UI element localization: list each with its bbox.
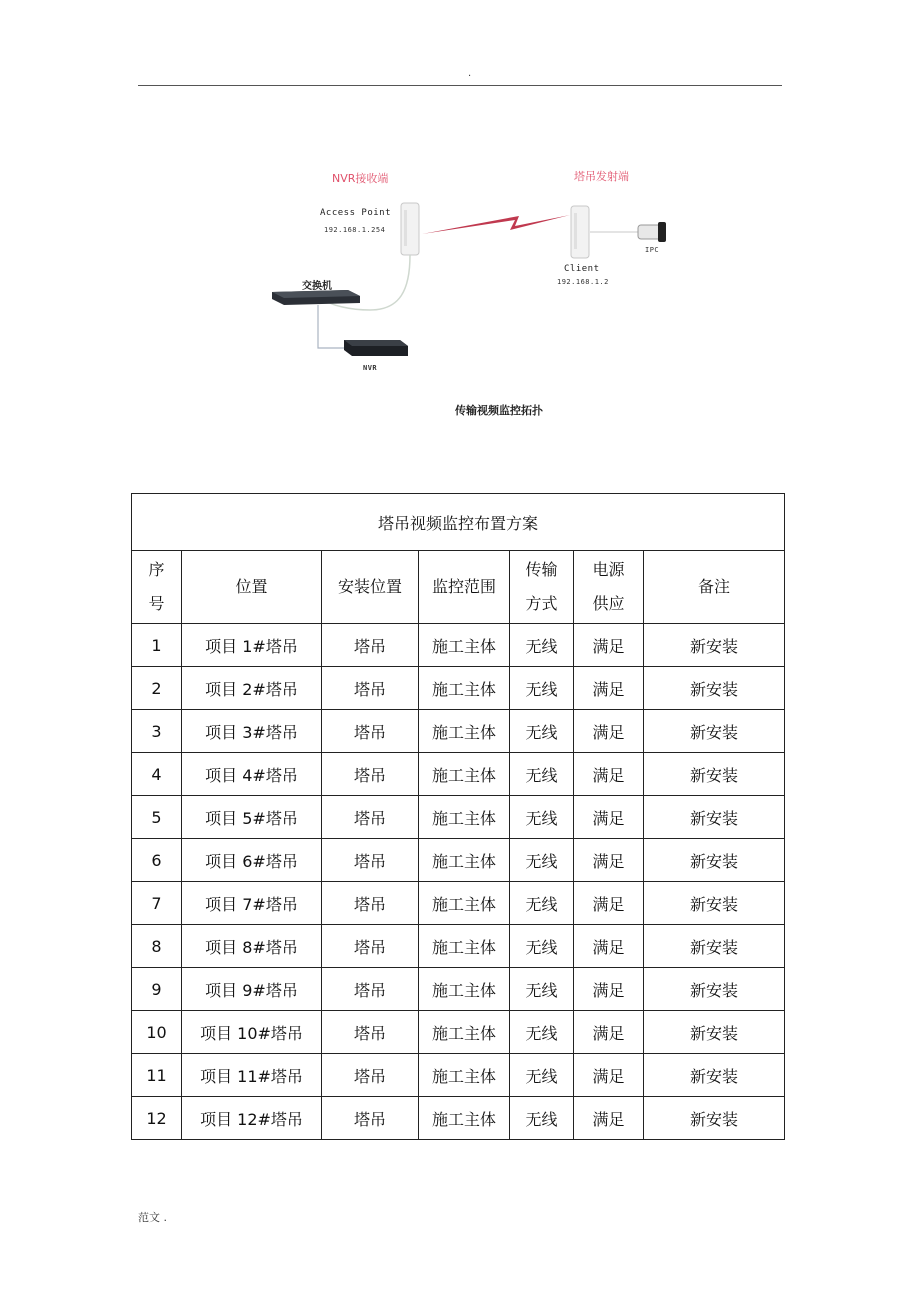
table-row — [132, 753, 785, 796]
cell-power: 满足 — [574, 882, 644, 925]
header-seq-line1: 序 — [148, 560, 165, 579]
cell-range: 施工主体 — [419, 796, 510, 839]
cell-power: 满足 — [574, 1054, 644, 1097]
header-seq-line2: 号 — [148, 594, 165, 613]
ipc-camera-icon — [590, 222, 666, 242]
cell-install: 塔吊 — [322, 925, 419, 968]
wireless-link-icon — [422, 215, 570, 234]
header-transmit — [510, 551, 574, 624]
cell-power: 满足 — [574, 753, 644, 796]
cell-transmit: 无线 — [510, 667, 574, 710]
cell-location: 项目 1#塔吊 — [182, 624, 322, 667]
cell-install: 塔吊 — [322, 624, 419, 667]
cell-install: 塔吊 — [322, 710, 419, 753]
cell-note: 新安装 — [644, 1054, 785, 1097]
cell-note: 新安装 — [644, 796, 785, 839]
access-point-name: Access Point — [320, 208, 392, 218]
table-row — [132, 796, 785, 839]
cell-seq: 7 — [132, 882, 182, 925]
cell-transmit: 无线 — [510, 1097, 574, 1140]
cell-transmit: 无线 — [510, 1054, 574, 1097]
table-row — [132, 968, 785, 1011]
cell-install: 塔吊 — [322, 1011, 419, 1054]
cell-seq: 12 — [132, 1097, 182, 1140]
cell-transmit: 无线 — [510, 796, 574, 839]
cell-install: 塔吊 — [322, 753, 419, 796]
cell-note: 新安装 — [644, 753, 785, 796]
cell-seq: 5 — [132, 796, 182, 839]
cell-power: 满足 — [574, 1097, 644, 1140]
cell-transmit: 无线 — [510, 839, 574, 882]
plan-table — [131, 493, 785, 1140]
table-row — [132, 667, 785, 710]
cell-install: 塔吊 — [322, 882, 419, 925]
cell-seq: 9 — [132, 968, 182, 1011]
cell-seq: 3 — [132, 710, 182, 753]
table-row — [132, 710, 785, 753]
nvr-label: NVR — [363, 364, 378, 372]
cell-location: 项目 5#塔吊 — [182, 796, 322, 839]
cell-note: 新安装 — [644, 710, 785, 753]
cell-seq: 1 — [132, 624, 182, 667]
cell-transmit: 无线 — [510, 925, 574, 968]
cell-location: 项目 4#塔吊 — [182, 753, 322, 796]
cell-note: 新安装 — [644, 624, 785, 667]
header-seq — [132, 551, 182, 624]
header-range: 监控范围 — [419, 551, 510, 624]
cell-transmit: 无线 — [510, 1011, 574, 1054]
table-row — [132, 925, 785, 968]
cell-install: 塔吊 — [322, 667, 419, 710]
cell-seq: 2 — [132, 667, 182, 710]
cell-power: 满足 — [574, 968, 644, 1011]
switch-label: 交换机 — [302, 281, 332, 292]
nvr-device-icon — [344, 340, 408, 356]
header-power — [574, 551, 644, 624]
cell-seq: 4 — [132, 753, 182, 796]
header-transmit-line1: 传输 — [525, 560, 558, 579]
cell-location: 项目 2#塔吊 — [182, 667, 322, 710]
cell-power: 满足 — [574, 925, 644, 968]
receiver-label: NVR接收端 — [332, 172, 389, 185]
switch-device-icon — [272, 290, 360, 305]
table-row — [132, 1097, 785, 1140]
switch-nvr-line-icon — [318, 305, 344, 348]
page-footer: 范文 . — [138, 1211, 167, 1224]
cell-location: 项目 3#塔吊 — [182, 710, 322, 753]
cell-transmit: 无线 — [510, 753, 574, 796]
cell-range: 施工主体 — [419, 753, 510, 796]
header-note: 备注 — [644, 551, 785, 624]
cell-location: 项目 8#塔吊 — [182, 925, 322, 968]
table-title: 塔吊视频监控布置方案 — [132, 494, 785, 551]
cell-range: 施工主体 — [419, 839, 510, 882]
cell-location: 项目 12#塔吊 — [182, 1097, 322, 1140]
cell-install: 塔吊 — [322, 1097, 419, 1140]
table-row — [132, 839, 785, 882]
ipc-label: IPC — [645, 246, 660, 254]
client-ip: 192.168.1.2 — [557, 278, 609, 286]
cell-install: 塔吊 — [322, 839, 419, 882]
cell-range: 施工主体 — [419, 882, 510, 925]
client-device-icon — [571, 206, 589, 258]
cell-seq: 10 — [132, 1011, 182, 1054]
header-location: 位置 — [182, 551, 322, 624]
header-transmit-line2: 方式 — [525, 594, 558, 613]
cell-install: 塔吊 — [322, 796, 419, 839]
cell-power: 满足 — [574, 1011, 644, 1054]
cell-seq: 11 — [132, 1054, 182, 1097]
table-row — [132, 882, 785, 925]
topology-graphic — [260, 160, 680, 430]
table-row — [132, 624, 785, 667]
cell-transmit: 无线 — [510, 710, 574, 753]
cell-transmit: 无线 — [510, 624, 574, 667]
cell-note: 新安装 — [644, 925, 785, 968]
table-row — [132, 1011, 785, 1054]
cell-seq: 8 — [132, 925, 182, 968]
cell-note: 新安装 — [644, 839, 785, 882]
cell-seq: 6 — [132, 839, 182, 882]
header-mark: . — [468, 68, 472, 79]
header-install: 安装位置 — [322, 551, 419, 624]
access-point-device-icon — [401, 203, 419, 255]
cell-range: 施工主体 — [419, 1054, 510, 1097]
cell-note: 新安装 — [644, 968, 785, 1011]
cell-location: 项目 10#塔吊 — [182, 1011, 322, 1054]
cell-range: 施工主体 — [419, 1097, 510, 1140]
cell-power: 满足 — [574, 624, 644, 667]
topology-diagram — [260, 160, 680, 430]
table-title-row — [132, 494, 785, 551]
header-rule — [138, 85, 782, 86]
cell-note: 新安装 — [644, 1011, 785, 1054]
cell-power: 满足 — [574, 839, 644, 882]
cell-note: 新安装 — [644, 1097, 785, 1140]
cell-location: 项目 9#塔吊 — [182, 968, 322, 1011]
cell-location: 项目 6#塔吊 — [182, 839, 322, 882]
access-point-ip: 192.168.1.254 — [324, 226, 386, 234]
cell-range: 施工主体 — [419, 667, 510, 710]
cell-location: 项目 11#塔吊 — [182, 1054, 322, 1097]
cell-note: 新安装 — [644, 667, 785, 710]
cell-range: 施工主体 — [419, 710, 510, 753]
cell-note: 新安装 — [644, 882, 785, 925]
cell-range: 施工主体 — [419, 925, 510, 968]
diagram-caption: 传输视频监控拓扑 — [455, 404, 543, 417]
cell-install: 塔吊 — [322, 968, 419, 1011]
transmitter-label: 塔吊发射端 — [574, 170, 629, 183]
client-name: Client — [564, 264, 600, 274]
table-header-row — [132, 551, 785, 624]
cell-power: 满足 — [574, 796, 644, 839]
cell-transmit: 无线 — [510, 882, 574, 925]
header-power-line1: 电源 — [592, 560, 625, 579]
cell-transmit: 无线 — [510, 968, 574, 1011]
cell-location: 项目 7#塔吊 — [182, 882, 322, 925]
cell-power: 满足 — [574, 710, 644, 753]
cell-range: 施工主体 — [419, 624, 510, 667]
header-power-line2: 供应 — [592, 594, 625, 613]
table-row — [132, 1054, 785, 1097]
cell-power: 满足 — [574, 667, 644, 710]
cell-range: 施工主体 — [419, 968, 510, 1011]
cell-install: 塔吊 — [322, 1054, 419, 1097]
cell-range: 施工主体 — [419, 1011, 510, 1054]
